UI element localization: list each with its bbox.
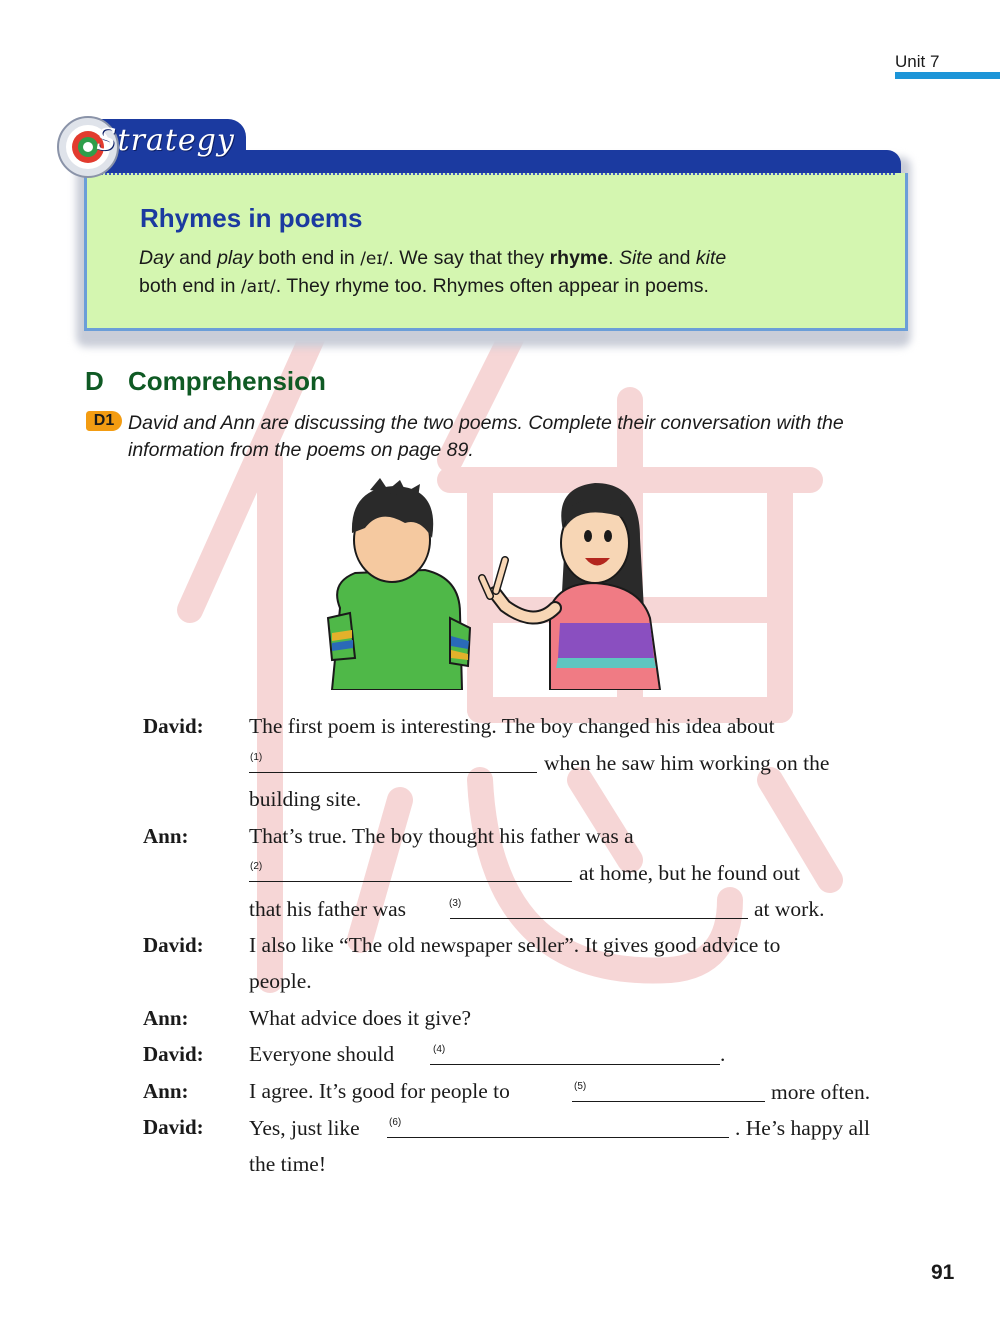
- strategy-text-run: . We say that they: [388, 247, 550, 269]
- dialogue-line: Yes, just like: [249, 1116, 360, 1140]
- strategy-text-run: kite: [695, 247, 727, 269]
- dialogue-line: .: [720, 1042, 726, 1066]
- strategy-text-run: and: [173, 247, 218, 269]
- strategy-text-run: both end in: [252, 247, 361, 269]
- unit-label: Unit 7: [895, 52, 940, 71]
- strategy-dotted-rule: [97, 173, 895, 175]
- strategy-text-run: Day: [139, 247, 174, 269]
- dialogue-line: more often.: [771, 1080, 871, 1104]
- strategy-text-run: and: [652, 247, 696, 269]
- task-instructions: [128, 410, 918, 464]
- speaker-label: David:: [143, 1115, 204, 1139]
- blank-number: (2): [250, 861, 263, 872]
- blank-number: (1): [250, 752, 263, 763]
- strategy-title: Rhymes in poems: [140, 203, 363, 233]
- strategy-text-run: /eɪ/: [360, 249, 389, 269]
- strategy-text-run: .: [608, 247, 619, 269]
- strategy-text: [139, 245, 859, 301]
- speaker-label: Ann:: [143, 1079, 189, 1103]
- strategy-text-run: . They rhyme too. Rhymes often appear in poems.: [275, 275, 709, 297]
- blank-number: (5): [574, 1081, 587, 1092]
- unit-bar: [895, 72, 1000, 79]
- strategy-panel: [56, 115, 916, 350]
- dialogue-line: That’s true. The boy thought his father was a: [249, 824, 634, 848]
- section-title: Comprehension: [128, 366, 326, 396]
- blank-number: (3): [449, 898, 462, 909]
- boy-figure: [328, 478, 470, 690]
- dialogue-line: that his father was: [249, 897, 407, 921]
- blank-number: (4): [433, 1044, 446, 1055]
- strategy-text-run: Site: [618, 247, 653, 269]
- dialogue-line: I agree. It’s good for people to: [249, 1079, 510, 1103]
- blank-number: (6): [389, 1117, 402, 1128]
- dialogue-line: . He’s happy all: [735, 1116, 870, 1140]
- page-number: 91: [931, 1261, 955, 1284]
- answer-blank-6[interactable]: [387, 1137, 729, 1138]
- speaker-label: David:: [143, 714, 204, 738]
- answer-blank-3[interactable]: [450, 918, 748, 919]
- task-line-1: David and Ann are discussing the two poems. Complete their conversation with the: [128, 412, 844, 434]
- task-line-2: information from the poems on page 89.: [128, 439, 474, 461]
- answer-blank-1[interactable]: [249, 772, 537, 773]
- dialogue-line: people.: [249, 969, 312, 993]
- strategy-text-run: rhyme: [549, 247, 609, 269]
- dialogue-line: building site.: [249, 787, 362, 811]
- strategy-text-run: play: [217, 247, 253, 269]
- dialogue-line: the time!: [249, 1152, 327, 1176]
- dialogue-line: when he saw him working on the: [544, 751, 830, 775]
- illustration-david-and-ann: [310, 478, 690, 690]
- dialogue-line: The first poem is interesting. The boy changed his idea about: [249, 714, 775, 738]
- section-letter: D: [85, 366, 104, 396]
- answer-blank-4[interactable]: [430, 1064, 720, 1065]
- answer-blank-5[interactable]: [572, 1101, 765, 1102]
- answer-blank-2[interactable]: [249, 881, 572, 882]
- speaker-label: David:: [143, 933, 204, 957]
- dialogue-line: What advice does it give?: [249, 1006, 472, 1030]
- strategy-text-line-2: [139, 273, 859, 301]
- speaker-label: Ann:: [143, 1006, 189, 1030]
- strategy-text-run: both end in: [139, 275, 241, 297]
- strategy-text-line-1: [139, 245, 859, 273]
- dialogue-line: I also like “The old newspaper seller”. It gives good advice to: [249, 933, 781, 957]
- girl-figure: [482, 483, 660, 690]
- strategy-text-run: /aɪt/: [240, 277, 276, 297]
- dialogue-line: Everyone should: [249, 1042, 395, 1066]
- speaker-label: David:: [143, 1042, 204, 1066]
- dialogue-line: at home, but he found out: [579, 861, 800, 885]
- strategy-label: Strategy: [96, 123, 235, 158]
- task-badge: D1: [86, 411, 122, 431]
- speaker-label: Ann:: [143, 824, 189, 848]
- dialogue-line: at work.: [754, 897, 825, 921]
